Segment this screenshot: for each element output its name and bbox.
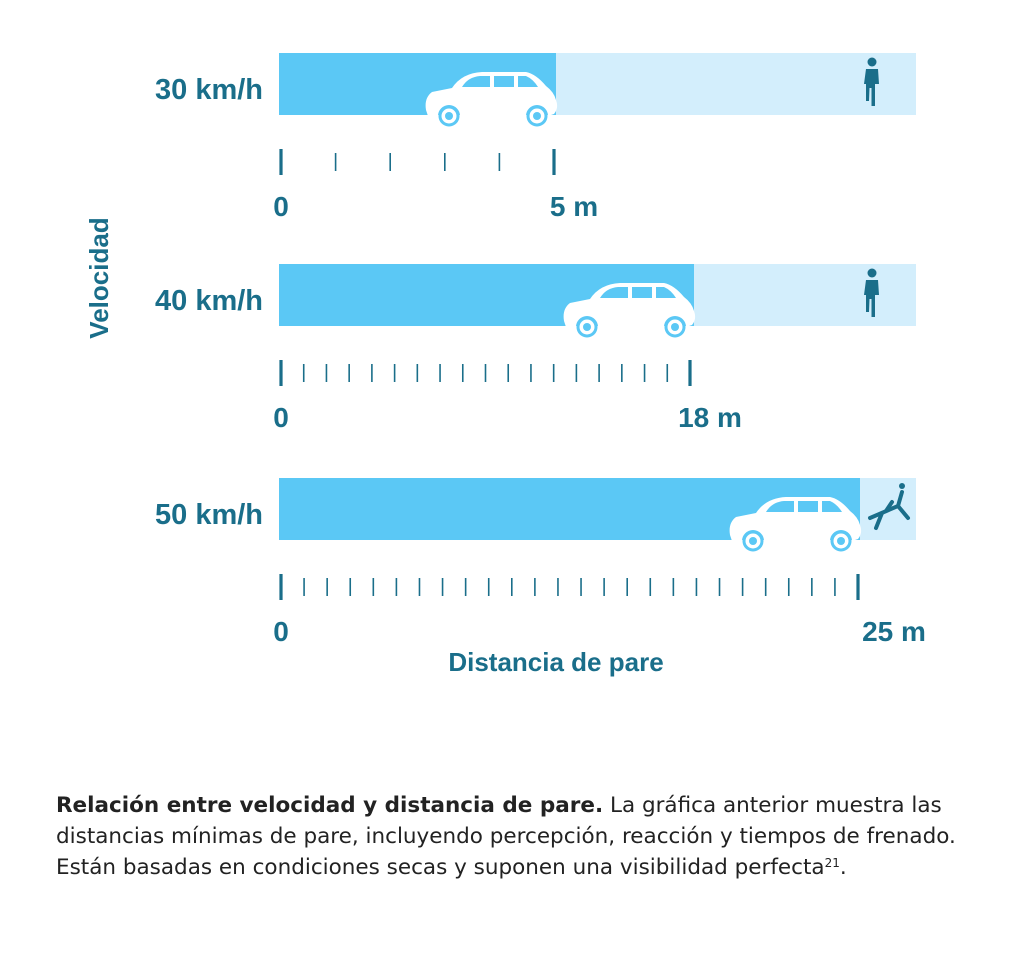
caption-text: La gráfica anterior muestra las distancias mínimas de pare, incluyendo percepción, reacción y tiempos de frenado. Están basadas en condiciones secas y suponen una visibilidad perfecta	[56, 793, 956, 880]
caption-title: Relación entre velocidad y distancia de pare.	[56, 793, 604, 818]
x-axis-label: Distancia de pare	[448, 647, 664, 677]
distance-value-label-0: 5 m	[549, 191, 599, 222]
y-axis-label: Velocidad	[84, 217, 114, 339]
caption-end: .	[839, 855, 847, 880]
footnote-marker: 21	[824, 856, 840, 870]
speed-label-2: 50 km/h	[155, 499, 263, 531]
scale-start-label-1: 0	[273, 402, 289, 433]
distance-value-label-2: 25 m	[862, 616, 926, 647]
distance-value-label-1: 18 m	[678, 402, 742, 433]
scale-start-label-2: 0	[273, 616, 289, 647]
scale-start-label-0: 0	[273, 191, 289, 222]
speed-label-1: 40 km/h	[155, 285, 263, 317]
figure-caption	[56, 790, 996, 883]
speed-label-0: 30 km/h	[155, 74, 263, 106]
